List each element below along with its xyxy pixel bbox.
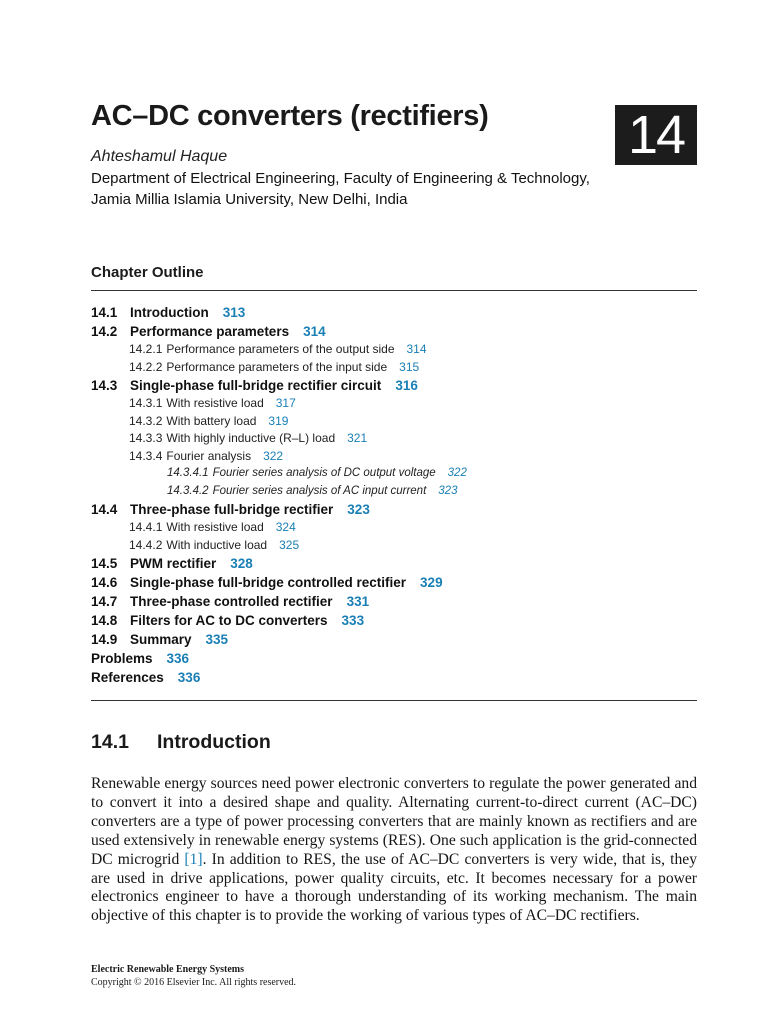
table-of-contents bbox=[91, 303, 697, 687]
toc-entry-page-link[interactable]: 336 bbox=[166, 651, 190, 666]
toc-entry-title: References bbox=[91, 670, 164, 685]
toc-entry-number: 14.5 bbox=[91, 556, 118, 571]
toc-entry-number: 14.1 bbox=[91, 305, 118, 320]
toc-entry-page-link[interactable]: 324 bbox=[275, 520, 296, 534]
toc-entry-page-link[interactable]: 329 bbox=[420, 575, 443, 590]
outline-bottom-rule bbox=[91, 700, 697, 701]
toc-entry-title: Three-phase controlled rectifier bbox=[130, 594, 333, 609]
toc-entry-page-link[interactable]: 328 bbox=[230, 556, 253, 571]
toc-entry-page-link[interactable]: 321 bbox=[347, 431, 368, 445]
toc-entry-title: Performance parameters of the input side bbox=[166, 359, 388, 374]
toc-entry-number: 14.3.4 bbox=[129, 448, 163, 463]
section-number: 14.1 bbox=[91, 731, 129, 753]
chapter-title: AC–DC converters (rectifiers) bbox=[91, 100, 489, 132]
toc-entry-number: 14.4 bbox=[91, 502, 118, 517]
toc-entry-number: 14.4.2 bbox=[129, 537, 163, 552]
toc-entry-number: 14.6 bbox=[91, 575, 118, 590]
toc-entry-page-link[interactable]: 314 bbox=[303, 324, 326, 339]
toc-entry-number: 14.3.4.1 bbox=[167, 467, 209, 479]
section-heading bbox=[91, 731, 271, 754]
author-name: Ahteshamul Haque bbox=[91, 148, 228, 165]
outline-heading: Chapter Outline bbox=[91, 264, 204, 281]
footer-book-title: Electric Renewable Energy Systems bbox=[91, 964, 245, 975]
toc-entry-title: Summary bbox=[130, 632, 192, 647]
paragraph-text-end: . In addition to RES, the use of AC–DC converters is very wide, that is, they are used in drive applications, power quality circuits, etc. It becomes necessary for a power electronics engineer to have a thorough understanding of its working mechanism. The main objective of this chapter is to provide the working of various types of AC–DC rectifiers. bbox=[91, 850, 698, 925]
toc-entry[interactable] bbox=[91, 649, 697, 668]
toc-entry[interactable] bbox=[91, 448, 697, 466]
toc-entry-page-link[interactable]: 313 bbox=[222, 305, 246, 320]
footer-copyright: Copyright © 2016 Elsevier Inc. All rights reserved. bbox=[91, 977, 297, 988]
toc-entry-page-link[interactable]: 325 bbox=[279, 537, 300, 552]
toc-entry-page-link[interactable]: 316 bbox=[395, 378, 418, 393]
toc-entry[interactable] bbox=[91, 430, 697, 448]
toc-entry-title: PWM rectifier bbox=[130, 556, 217, 571]
toc-entry[interactable] bbox=[91, 554, 697, 573]
toc-entry-number: 14.3.2 bbox=[129, 413, 163, 428]
toc-entry-page-link[interactable]: 335 bbox=[205, 632, 229, 647]
citation-link[interactable]: [1] bbox=[184, 850, 203, 868]
toc-entry-number: 14.2.2 bbox=[129, 359, 163, 374]
toc-entry-page-link[interactable]: 315 bbox=[399, 359, 420, 374]
affiliation-line-1: Department of Electrical Engineering, Faculty of Engineering & Technology, bbox=[91, 170, 590, 187]
toc-entry[interactable] bbox=[91, 303, 697, 322]
toc-entry-title: Problems bbox=[91, 651, 153, 666]
toc-entry-page-link[interactable]: 323 bbox=[347, 502, 370, 517]
toc-entry-page-link[interactable]: 336 bbox=[177, 670, 201, 685]
paragraph-text-start: Renewable energy sources need power electronic converters to regulate the power generated and to convert it into a desired shape and quality. Alternating current-to-direct current (AC–DC) converters are a type of power processing converters that are mainly known as rectifiers and are used extensively in renewable energy systems (RES). One such application is the grid-connected DC microgrid bbox=[91, 775, 697, 868]
toc-entry-title: With battery load bbox=[166, 413, 257, 428]
toc-entry[interactable] bbox=[91, 611, 697, 630]
toc-entry-number: 14.9 bbox=[91, 632, 118, 647]
toc-entry-page-link[interactable]: 319 bbox=[268, 413, 289, 428]
toc-entry-title: Performance parameters bbox=[130, 324, 290, 339]
toc-entry-title: Fourier analysis bbox=[166, 448, 252, 463]
body-paragraph bbox=[91, 775, 697, 926]
toc-entry-title: Single-phase full-bridge rectifier circuit bbox=[130, 378, 382, 393]
toc-entry-page-link[interactable]: 333 bbox=[341, 613, 365, 628]
toc-entry-number: 14.3.3 bbox=[129, 431, 163, 445]
toc-entry-number: 14.2.1 bbox=[129, 342, 163, 356]
chapter-number-badge: 14 bbox=[615, 105, 697, 165]
toc-entry-page-link[interactable]: 322 bbox=[447, 467, 467, 479]
toc-entry[interactable] bbox=[91, 395, 697, 413]
toc-entry-number: 14.7 bbox=[91, 594, 118, 609]
toc-entry-title: Introduction bbox=[130, 305, 209, 320]
toc-entry-title: Fourier series analysis of AC input current bbox=[212, 484, 427, 497]
section-title: Introduction bbox=[157, 731, 271, 753]
affiliation-line-2: Jamia Millia Islamia University, New Delhi, India bbox=[91, 191, 408, 208]
toc-entry[interactable] bbox=[91, 537, 697, 555]
toc-entry-page-link[interactable]: 322 bbox=[263, 448, 284, 463]
toc-entry[interactable] bbox=[91, 630, 697, 649]
toc-entry-page-link[interactable]: 323 bbox=[438, 484, 458, 497]
toc-entry-page-link[interactable]: 317 bbox=[275, 396, 296, 410]
toc-entry-number: 14.3.1 bbox=[129, 396, 163, 410]
toc-entry-title: Fourier series analysis of DC output voltage bbox=[212, 467, 436, 479]
toc-entry-title: Filters for AC to DC converters bbox=[130, 613, 328, 628]
toc-entry-title: Single-phase full-bridge controlled rectifier bbox=[130, 575, 407, 590]
toc-entry[interactable] bbox=[91, 322, 697, 341]
toc-entry-number: 14.2 bbox=[91, 324, 118, 339]
toc-entry-title: Performance parameters of the output side bbox=[166, 342, 395, 356]
toc-entry[interactable] bbox=[91, 519, 697, 537]
toc-entry-title: With highly inductive (R–L) load bbox=[166, 431, 336, 445]
toc-entry[interactable] bbox=[91, 376, 697, 395]
toc-entry-page-link[interactable]: 331 bbox=[346, 594, 370, 609]
toc-entry-page-link[interactable]: 314 bbox=[406, 342, 427, 356]
toc-entry[interactable] bbox=[91, 341, 697, 359]
toc-entry[interactable] bbox=[91, 413, 697, 431]
toc-entry[interactable] bbox=[91, 592, 697, 611]
toc-entry[interactable] bbox=[91, 573, 697, 592]
toc-entry-title: With inductive load bbox=[166, 537, 268, 552]
toc-entry-title: With resistive load bbox=[166, 520, 264, 534]
outline-top-rule bbox=[91, 290, 697, 291]
toc-entry[interactable] bbox=[91, 483, 697, 501]
toc-entry[interactable] bbox=[91, 668, 697, 687]
toc-entry-number: 14.8 bbox=[91, 613, 118, 628]
toc-entry-title: With resistive load bbox=[166, 396, 264, 410]
toc-entry-number: 14.3 bbox=[91, 378, 118, 393]
toc-entry-number: 14.3.4.2 bbox=[167, 484, 209, 497]
toc-entry[interactable] bbox=[91, 465, 697, 483]
toc-entry[interactable] bbox=[91, 359, 697, 377]
toc-entry-number: 14.4.1 bbox=[129, 520, 163, 534]
toc-entry[interactable] bbox=[91, 500, 697, 519]
toc-entry-title: Three-phase full-bridge rectifier bbox=[130, 502, 334, 517]
